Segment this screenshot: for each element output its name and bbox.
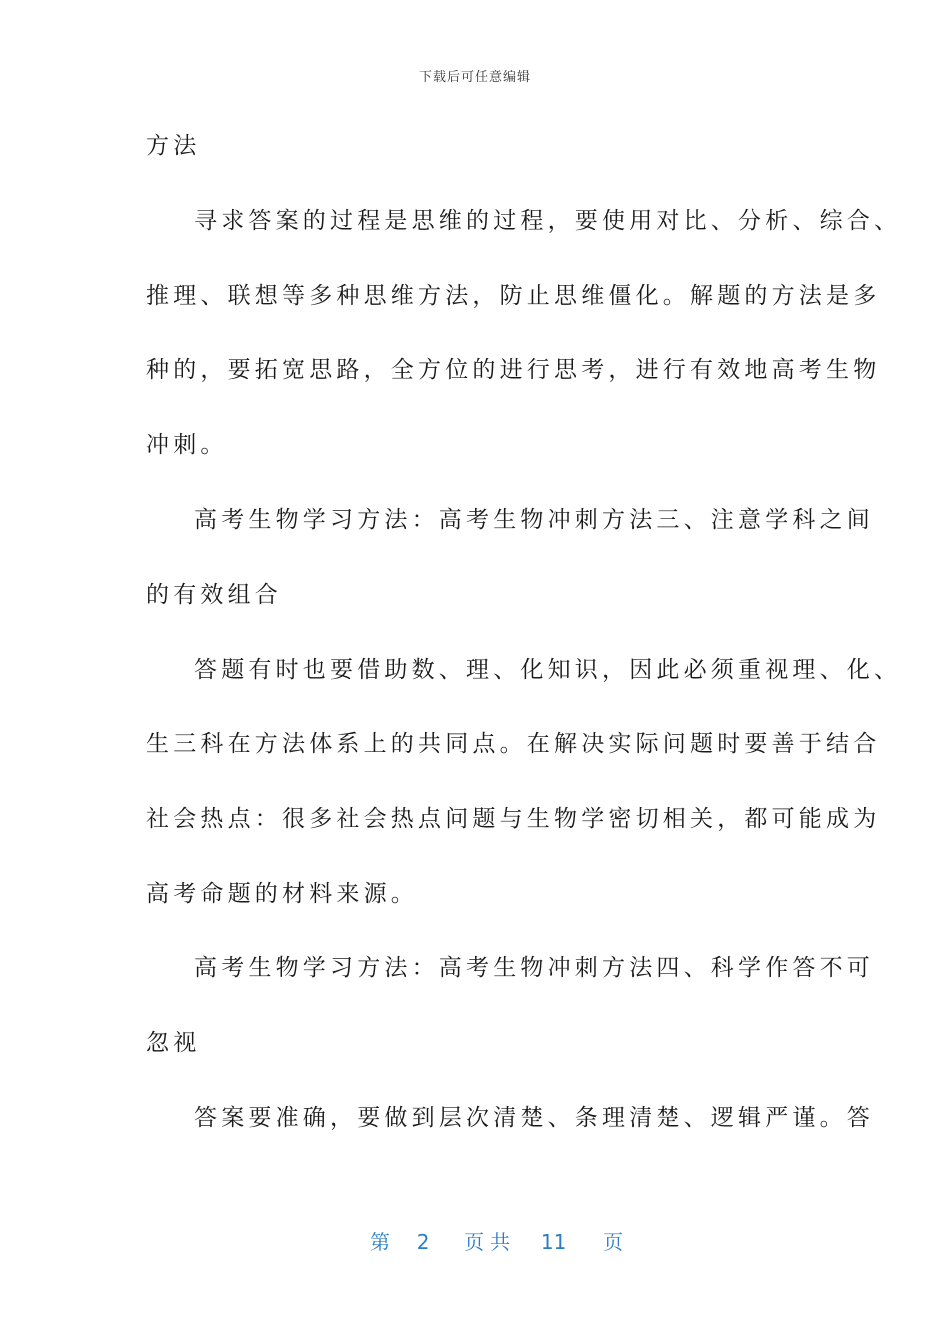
footer-middle: 页共	[464, 1230, 517, 1254]
footer-suffix: 页	[603, 1230, 624, 1254]
text-line: 答题有时也要借助数、理、化知识，因此必须重视理、化、	[194, 657, 902, 683]
page-header: 下载后可任意编辑	[418, 70, 531, 85]
text-line: 冲刺。	[146, 432, 228, 458]
section-heading: 忽视	[146, 1030, 201, 1056]
text-line: 高考命题的材料来源。	[146, 881, 418, 907]
text-line: 生三科在方法体系上的共同点。在解决实际问题时要善于结合	[146, 731, 881, 757]
text-line: 答案要准确，要做到层次清楚、条理清楚、逻辑严谨。答	[194, 1105, 874, 1131]
page-footer	[370, 1226, 623, 1255]
text-line: 方法	[146, 133, 201, 159]
footer-prefix: 第	[370, 1230, 390, 1254]
footer-current-page: 2	[416, 1230, 430, 1254]
text-line: 社会热点：很多社会热点问题与生物学密切相关，都可能成为	[146, 806, 881, 832]
footer-total-pages: 11	[540, 1230, 567, 1254]
text-line: 寻求答案的过程是思维的过程，要使用对比、分析、综合、	[194, 208, 902, 234]
text-line: 种的，要拓宽思路，全方位的进行思考，进行有效地高考生物	[146, 357, 881, 383]
section-heading: 的有效组合	[146, 582, 282, 608]
section-heading: 高考生物学习方法：高考生物冲刺方法三、注意学科之间	[194, 507, 874, 533]
section-heading: 高考生物学习方法：高考生物冲刺方法四、科学作答不可	[194, 955, 874, 981]
text-line: 推理、联想等多种思维方法，防止思维僵化。解题的方法是多	[146, 283, 881, 309]
